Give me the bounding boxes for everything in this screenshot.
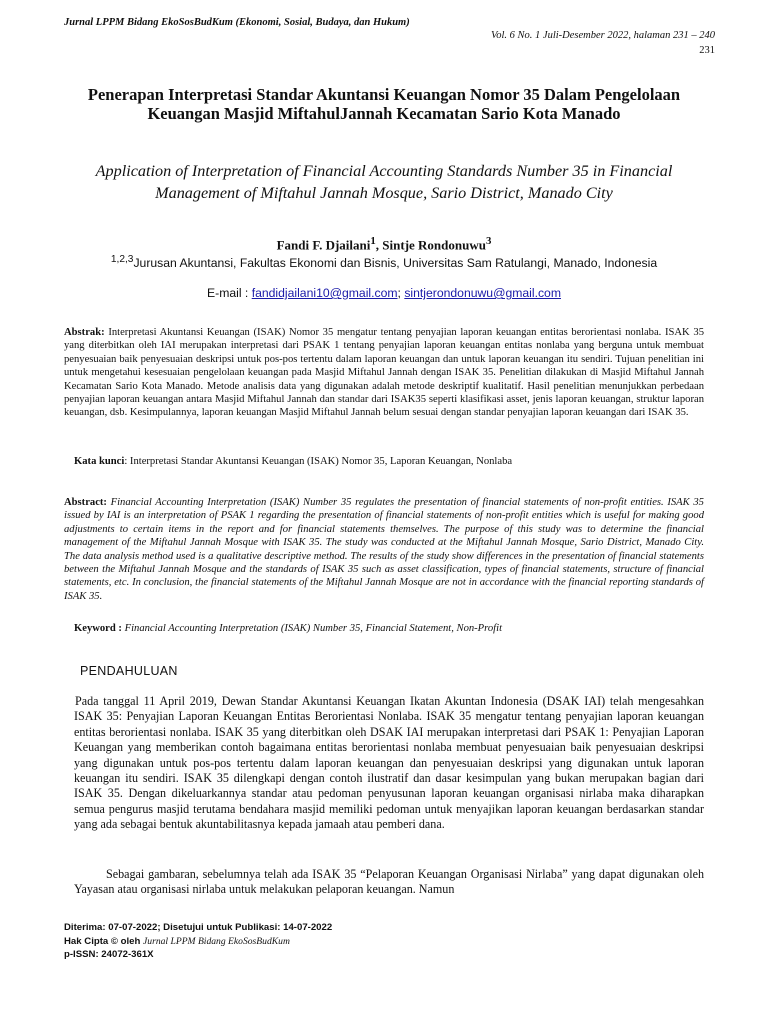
english-title: Application of Interpretation of Financial Accounting Standards Number 35 in Financial Management of Miftahul Jannah Mosque, Sario District, Manado City [95, 162, 673, 202]
keywords-id-text: : Interpretasi Standar Akuntansi Keuangan (ISAK) Nomor 35, Laporan Keuangan, Nonlaba [124, 456, 513, 467]
footer-received: Diterima: 07-07-2022; Disetujui untuk Publikasi: 14-07-2022 [64, 922, 333, 933]
keywords-english [74, 623, 502, 634]
author-2: Sintje Rondonuwu [382, 237, 486, 253]
author-1: Fandi F. Djailani [276, 237, 371, 253]
abstract-id-label: Abstrak: [64, 327, 105, 338]
abstract-en-text: Financial Accounting Interpretation (ISAK) Number 35 regulates the presentation of financial statements of non-profit entities. ISAK 35 issued by IAI is an interpretation of PSAK 1 regarding the presentation of financial statements of non-profit entities which is useful for making good adjustments to certain items in the report and for financial statements themselves. The purpose of this study was to determine the financial management of the Miftahul Jannah Mosque with ISAK 35. The study was conducted at the Miftahul Jannah Mosque, Sario District, Manado City. The data analysis method used is a qualitative descriptive method. The results of the study show differences in the presentation of financial statements between the Miftahul Jannah Mosque and the standards of ISAK 35 such as asset classification, types of financial statements, structure of financial statements, etc. In conclusion, the financial statements of the Miftahul Jannah Mosque are not in accordance with the financial reporting standards of ISAK 35. [64, 497, 704, 602]
author-1-sup: 1 [370, 235, 376, 247]
keywords-indonesian [74, 456, 512, 467]
footer-copyright [64, 935, 332, 949]
keywords-id-label: Kata kunci [74, 456, 125, 467]
section-title: PENDAHULUAN [80, 664, 178, 678]
journal-name: Jurnal LPPM Bidang EkoSosBudKum (Ekonomi, Sosial, Budaya, dan Hukum) [64, 17, 410, 28]
abstract-id-text: Interpretasi Akuntansi Keuangan (ISAK) Nomor 35 mengatur tentang penyajian laporan keuangan entitas berorientasi nonlaba. ISAK 35 yang diterbitkan oleh IAI merupakan interpretasi dari PSAK 1 tentang penyajian laporan keuangan entitas nonlaba yang berguna untuk membuat penyesuaian baik penyesuaian deskripsi untuk pos-pos tertentu dalam laporan keuangan dan untuk laporan keuangan itu sendiri. Tujuan penelitian ini untuk mengetahui kesesuaian pengelolaan keuangan pada Masjid Miftahul Jannah dengan ISAK 35. Penelitian dilakukan di Masjid Miftahul Jannah Kecamatan Sario Kota Manado. Metode analisis data yang digunakan adalah metode deskriptif kualitatif. Hasil penelitian menunjukkan perbedaan penyajian laporan keuangan antara Masjid Miftahul Jannah dan standar dari ISAK35 seperti klasifikasi asset, jenis laporan keuangan, struktur laporan keuangan, dsb. Kesimpulannya, laporan keuangan Masjid Miftahul Jannah belum sesuai dengan standar penyajian laporan keuangan dari ISAK 35. [64, 327, 704, 419]
paragraph-1: Pada tanggal 11 April 2019, Dewan Standar Akuntansi Keuangan Ikatan Akuntan Indonesia (DSAK IAI) telah mengesahkan ISAK 35: Penyajian Laporan Keuangan Entitas Berorientasi Nonlaba. ISAK 35 mengatur tentang penyajian laporan keuangan entitas berorientasi nonlaba. ISAK 35 yang diterbitkan oleh DSAK IAI merupakan interpretasi dari PSAK 1: Penyajian Laporan Keuangan yang memberikan contoh bagaimana entitas berorientasi nonlaba membuat penyesuaian baik penyesuaian deskripsi yang digunakan untuk pos-pos tertentu dalam laporan keuangan dan penyesuaian deskripsi yang digunakan untuk laporan keuangan itu sendiri. ISAK 35 dilengkapi dengan contoh ilustratif dan dasar kesimpulan yang bukan merupakan bagian dari ISAK 35. Dengan dikeluarkannya standar atau pedoman penyusunan laporan keuangan organisasi nirlaba maka diharapkan semua pengurus masjid terutama bendahara masjid memiliki pedoman untuk menyajikan laporan keuangan berdasarkan standar yang ada sebagai bentuk akuntabilitasnya kepada jamaah atau pemberi dana. [74, 694, 704, 832]
email-label: E-mail : [207, 286, 252, 300]
paper-title: Penerapan Interpretasi Standar Akuntansi Keuangan Nomor 35 Dalam Pengelolaan Keuangan Masjid MiftahulJannah Kecamatan Sario Kota Manado [87, 85, 681, 123]
footer [64, 921, 332, 962]
paragraph-2: Sebagai gambaran, sebelumnya telah ada ISAK 35 “Pelaporan Keuangan Organisasi Nirlaba” yang dapat digunakan oleh Yayasan atau organisasi nirlaba untuk melakukan pelaporan keuangan. Namun [74, 867, 704, 897]
abstract-english [64, 496, 704, 603]
affiliation-text: Jurusan Akuntansi, Fakultas Ekonomi dan Bisnis, Universitas Sam Ratulangi, Manado, Indonesia [133, 256, 658, 271]
email-line [64, 286, 704, 300]
keywords-en-label: Keyword : [74, 623, 122, 634]
footer-issn: p-ISSN: 24072-361X [64, 949, 154, 960]
page-number: 231 [699, 45, 715, 56]
affiliation-sup: 1,2,3 [110, 254, 134, 265]
keywords-en-text: Financial Accounting Interpretation (ISAK) Number 35, Financial Statement, Non-Profit [121, 623, 503, 634]
volume-info: Vol. 6 No. 1 Juli-Desember 2022, halaman 231 – 240 [491, 30, 715, 41]
email-link-2[interactable]: sintjerondonuwu@gmail.com [404, 286, 561, 300]
email-link-1[interactable]: fandidjailani10@gmail.com [251, 286, 398, 300]
author-2-sup: 3 [485, 235, 492, 247]
abstract-en-label: Abstract: [64, 497, 107, 508]
email-separator: ; [397, 286, 405, 300]
author-separator: , [375, 237, 383, 253]
footer-copyright-journal: Jurnal LPPM Bidang EkoSosBudKum [143, 935, 290, 947]
footer-copyright-label: Hak Cipta © oleh [64, 935, 144, 947]
abstract-indonesian [64, 326, 704, 420]
affiliation [84, 251, 684, 272]
